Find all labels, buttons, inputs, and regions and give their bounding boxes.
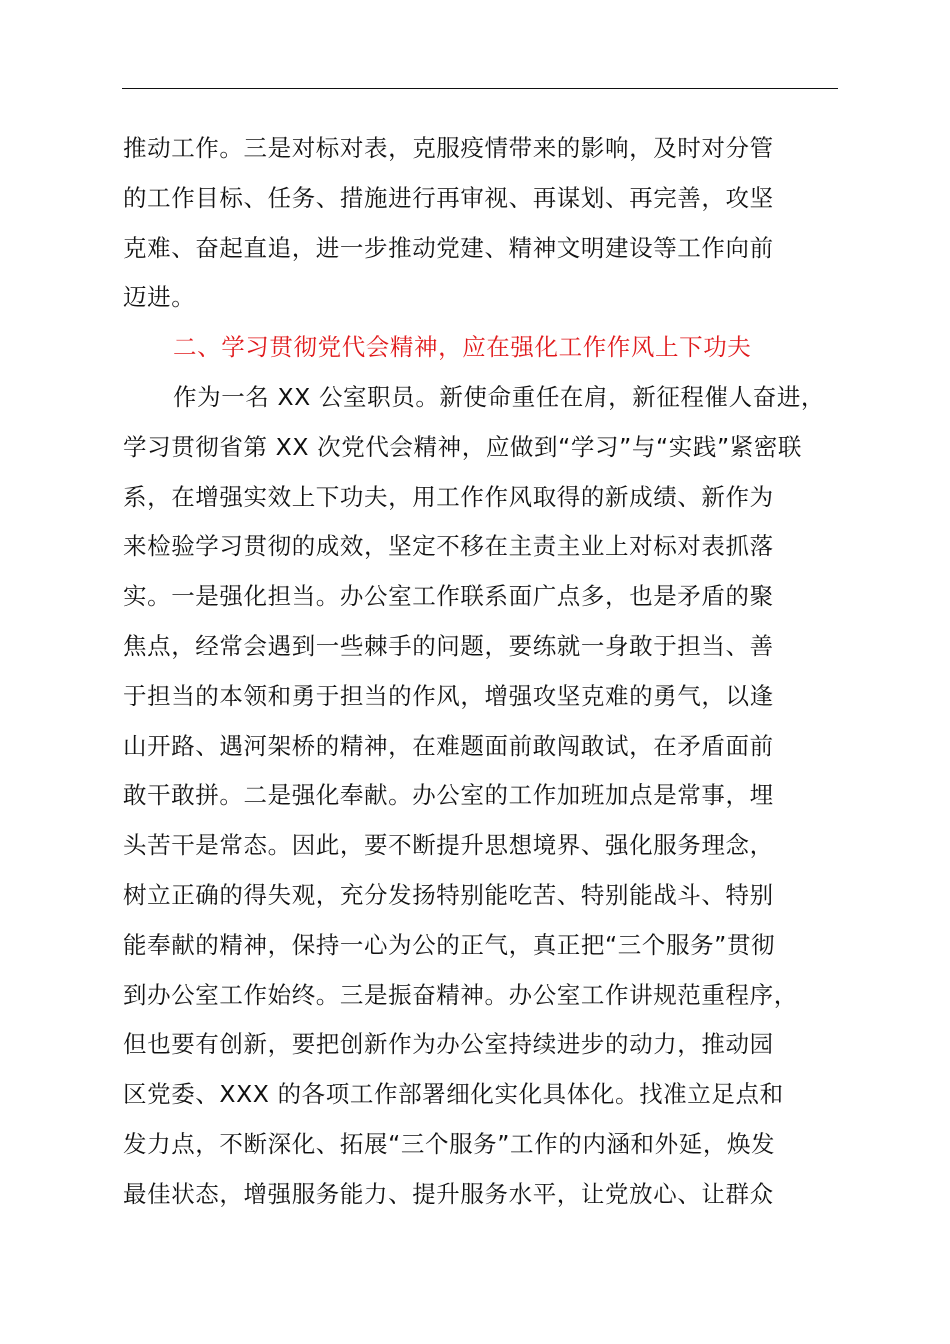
text-line: 推动工作。三是对标对表，克服疫情带来的影响，及时对分管 (123, 134, 774, 162)
text-line: 但也要有创新，要把创新作为办公室持续进步的动力，推动园 (123, 1030, 774, 1059)
text-line: 最佳状态，增强服务能力、提升服务水平，让党放心、让群众 (123, 1179, 774, 1208)
text-line: 树立正确的得失观，充分发扬特别能吃苦、特别能战斗、特别 (123, 880, 774, 909)
text-line: 系，在增强实效上下功夫，用工作作风取得的新成绩、新作为 (123, 482, 774, 511)
text-line: 来检验学习贯彻的成效，坚定不移在主责主业上对标对表抓落 (123, 532, 774, 561)
main-paragraph (123, 373, 863, 1220)
text-line: 实。一是强化担当。办公室工作联系面广点多，也是矛盾的聚 (123, 582, 774, 611)
text-line: 焦点，经常会遇到一些棘手的问题，要练就一身敢于担当、善 (123, 631, 774, 660)
text-line: 作为一名 XX 公室职员。新使命重任在肩，新征程催人奋进， (173, 382, 826, 411)
text-line: 的工作目标、任务、措施进行再审视、再谋划、再完善，攻坚 (123, 183, 774, 212)
document-body (123, 124, 863, 1220)
text-line: 到办公室工作始终。三是振奋精神。办公室工作讲规范重程序， (123, 980, 798, 1009)
text-line: 学习贯彻省第 XX 次党代会精神，应做到“学习”与“实践”紧密联 (123, 432, 803, 461)
text-line: 克难、奋起直追，进一步推动党建、精神文明建设等工作向前 (123, 233, 774, 262)
continued-paragraph (123, 124, 863, 323)
text-line: 山开路、遇河架桥的精神，在难题面前敢闯敢试，在矛盾面前 (123, 731, 774, 760)
header-rule (122, 88, 838, 89)
text-line: 于担当的本领和勇于担当的作风，增强攻坚克难的勇气，以逢 (123, 681, 774, 710)
text-line: 区党委、XXX 的各项工作部署细化实化具体化。找准立足点和 (123, 1080, 784, 1109)
text-line: 发力点，不断深化、拓展“三个服务”工作的内涵和外延，焕发 (123, 1129, 776, 1158)
text-line: 迈进。 (123, 283, 196, 312)
text-line: 头苦干是常态。因此，要不断提升思想境界、强化服务理念， (123, 831, 774, 860)
text-line: 敢干敢拼。二是强化奉献。办公室的工作加班加点是常事，埋 (123, 781, 774, 810)
text-line: 能奉献的精神，保持一心为公的正气，真正把“三个服务”贯彻 (123, 930, 776, 959)
section-heading: 二、学习贯彻党代会精神，应在强化工作作风上下功夫 (173, 333, 752, 362)
